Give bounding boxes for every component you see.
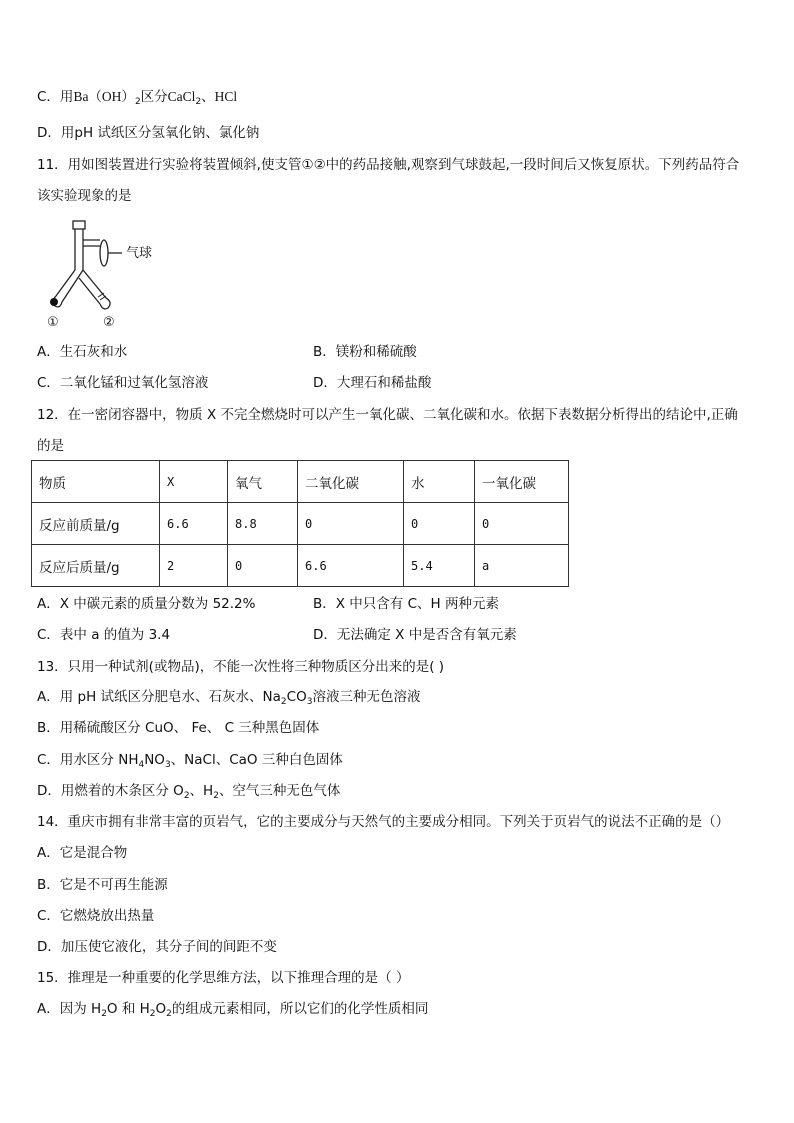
q13-opta-text: A．用 pH 试纸区分肥皂水、石灰水、Na	[37, 689, 281, 705]
q13-stem: 13．只用一种试剂(或物品)，不能一次性将三种物质区分出来的是( )	[37, 659, 445, 675]
q10-optc-formula-cacl: CaCl	[167, 89, 196, 104]
q15-opta-text: A．因为 H	[37, 1001, 102, 1017]
table-cell: 8.8	[228, 503, 298, 545]
q15-opta-mid1: O 和 H	[106, 1001, 150, 1017]
q14-option-a: A．它是混合物	[37, 845, 128, 861]
q15-option-a	[37, 999, 428, 1024]
q13-opta-sub1: 2	[280, 697, 287, 707]
q13-optd-text: D．用燃着的木条区分 O	[37, 783, 184, 799]
q10-option-d: D．用pH 试纸区分氢氧化钠、氯化钠	[37, 125, 260, 141]
q13-optc-sub1: 4	[138, 760, 145, 770]
q13-option-b: B．用稀硫酸区分 CuO、 Fe、 C 三种黑色固体	[37, 720, 320, 736]
table-row	[32, 503, 569, 545]
table-cell: 0	[404, 503, 475, 545]
balloon-label: 气球	[126, 246, 153, 261]
q14-option-c: C．它燃烧放出热量	[37, 908, 155, 924]
q15-stem: 15．推理是一种重要的化学思维方法，以下推理合理的是（ ）	[37, 970, 410, 986]
q15-opta-post: 的组成元素相同，所以它们的化学性质相同	[171, 1001, 429, 1017]
q12-option-d: D．无法确定 X 中是否含有氧元素	[313, 627, 517, 643]
table-row	[32, 545, 569, 587]
q12-stem-line2: 的是	[37, 438, 64, 454]
table-cell: 0	[298, 503, 404, 545]
q11-option-d: D．大理石和稀盐酸	[313, 375, 432, 391]
q11-option-b: B．镁粉和稀硫酸	[313, 344, 417, 360]
table-cell: a	[475, 545, 569, 587]
q13-optd-post: 、空气三种无色气体	[218, 783, 341, 799]
q13-opta-sub2: 3	[306, 697, 313, 707]
q13-optc-mid: NO	[144, 752, 165, 768]
q12-option-c: C．表中 a 的值为 3.4	[37, 627, 171, 643]
q13-option-a	[37, 687, 420, 712]
q13-option-d	[37, 781, 340, 806]
balloon	[100, 240, 108, 266]
table-cell: 2	[160, 545, 228, 587]
table-header-cell: 水	[404, 461, 475, 503]
q15-opta-sub2: 2	[149, 1009, 156, 1019]
q13-opta-mid: CO	[286, 689, 307, 705]
q12-option-b: B．X 中只含有 C、H 两种元素	[313, 596, 499, 612]
q13-optc-post: 、NaCl、CaO 三种白色固体	[170, 752, 343, 768]
q11-stem-line1: 11．用如图装置进行实验将装置倾斜,使支管①②中的药品接触,观察到气球鼓起,一段时间后又恢复原状。下列药品符合	[37, 157, 740, 173]
table-cell: 反应前质量/g	[32, 503, 160, 545]
q12-option-a: A．X 中碳元素的质量分数为 52.2%	[37, 596, 256, 612]
q13-optd-sub2: 2	[213, 791, 219, 801]
q13-optd-mid: 、H	[189, 783, 214, 799]
q13-optc-text: C．用水区分 NH	[37, 752, 139, 768]
q11-option-a: A．生石灰和水	[37, 344, 128, 360]
solid-reagent	[50, 298, 58, 306]
q13-option-c	[37, 750, 343, 775]
table-cell: 6.6	[160, 503, 228, 545]
q10-option-c	[37, 87, 237, 112]
q14-stem: 14．重庆市拥有非常丰富的页岩气，它的主要成分与天然气的主要成分相同。下列关于页岩气的说法不正确的是（）	[37, 814, 730, 830]
q10-optc-prefix: C．用	[37, 89, 74, 105]
q15-opta-mid2: O	[155, 1001, 167, 1017]
q15-opta-sub3: 2	[166, 1009, 172, 1019]
table-header-cell: 氧气	[228, 461, 298, 503]
table-cell: 6.6	[298, 545, 404, 587]
table-cell: 0	[475, 503, 569, 545]
q14-option-d: D．加压使它液化，其分子间的间距不变	[37, 939, 277, 955]
q10-optc-formula-baoh: Ba（OH）	[73, 89, 135, 104]
y-tube-apparatus-figure	[40, 218, 180, 330]
q14-option-b: B．它是不可再生能源	[37, 877, 168, 893]
q12-stem-line1: 12．在一密闭容器中，物质 X 不完全燃烧时可以产生一氧化碳、二氧化碳和水。依据下表数据分析得出的结论中,正确	[37, 407, 738, 423]
q13-optc-sub2: 3	[164, 760, 171, 770]
table-header-cell: 二氧化碳	[298, 461, 404, 503]
tube-1-label: ①	[47, 315, 59, 330]
q10-optc-formula-hcl: HCl	[214, 89, 238, 104]
q10-optc-mid: 区分	[140, 89, 168, 105]
table-cell: 反应后质量/g	[32, 545, 160, 587]
stopper	[73, 221, 85, 229]
q11-option-c: C．二氧化锰和过氧化氢溶液	[37, 375, 209, 391]
table-header-cell: 一氧化碳	[475, 461, 569, 503]
tube-2-label: ②	[103, 315, 115, 330]
table-cell: 0	[228, 545, 298, 587]
table-header-cell: 物质	[32, 461, 160, 503]
table-header-row	[32, 461, 569, 503]
table-cell: 5.4	[404, 545, 475, 587]
q10-optc-sub: 2	[134, 97, 141, 107]
q10-optc-sub2: 2	[195, 97, 202, 107]
q11-stem-line2: 该实验现象的是	[37, 188, 132, 204]
q10-optc-sep: 、	[201, 89, 215, 105]
q13-opta-post: 溶液三种无色溶液	[312, 689, 421, 705]
table-header-cell: X	[160, 461, 228, 503]
q13-optd-sub1: 2	[183, 791, 190, 801]
q12-data-table	[31, 460, 569, 587]
q15-opta-sub1: 2	[101, 1009, 107, 1019]
